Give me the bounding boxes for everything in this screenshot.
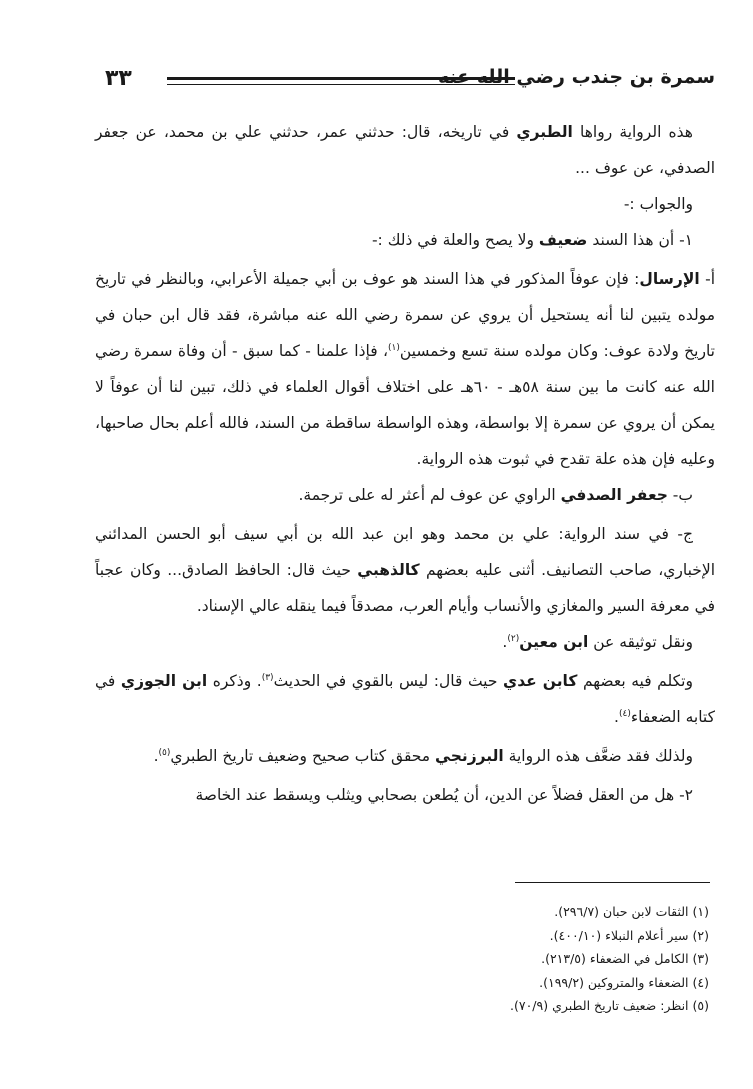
footnote-ref[interactable]: (٤) <box>618 708 631 719</box>
footnote-ref[interactable]: (٣) <box>261 672 274 683</box>
bold-name: جعفر الصدفي <box>560 486 668 504</box>
footnote-3: (٣) الكامل في الضعفاء (٢١٣/٥). <box>541 951 709 966</box>
footnote-5: (٥) انظر: ضعيف تاريخ الطبري (٧٠/٩). <box>510 998 709 1013</box>
bold-name: البرزنجي <box>435 747 504 765</box>
footnote-1: (١) الثقات لابن حبان (٢٩٦/٧). <box>554 904 709 919</box>
bold-name: كالذهبي <box>357 561 420 579</box>
footnote-rule <box>515 882 710 883</box>
bold-name: كابن عدي <box>503 672 578 690</box>
paragraph-8: وتكلم فيه بعضهم كابن عدي حيث قال: ليس بالقوي في الحديث$^{(٣)}$. وذكره ابن الجوزي في كتابه الضعفاء$^{(٤)}$. <box>95 672 715 726</box>
paragraph-6: ج- في سند الرواية: علي بن محمد وهو ابن عبد الله بن أبي سيف أبو الحسن المدائني الإخباري، صاحب التصانيف. أثنى عليه بعضهم كالذهبي حيث قال: الحافظ الصادق... وكان عجباً في معرفة السير والمغازي والأنساب وأيام العرب، مصدقاً فيما ينقله عالي الإسناد. <box>95 525 716 615</box>
footnotes <box>95 900 709 1018</box>
footnote-ref[interactable]: (١) <box>388 342 400 353</box>
footnote-4: (٤) الضعفاء والمتروكين (١٩٩/٢). <box>539 974 709 990</box>
paragraph-7: ونقل توثيقه عن ابن معين$^{(٢)}$. <box>502 633 693 651</box>
bold-term: الإرسال <box>639 270 700 288</box>
paragraph-4: أ- الإرسال: فإن عوفاً المذكور في هذا السند هو عوف بن أبي جميلة الأعرابي، وبالنظر في تاريخ مولده يتبين لنا أنه يستحيل أن يروي عن سمرة رضي الله عنه مباشرة، فقد قال ابن حبان في تاريخ ولادة عوف: وكان مولده سنة تسع وخمسين$^{(١)}$، فإذا علمنا - كما سبق - أن وفاة سمرة رضي الله عنه كانت ما بين سنة ٥٨هـ - ٦٠هـ على اختلاف أقوال العلماء في ذلك، تبين لنا أن عوفاً لا يمكن أن يروي عن سمرة إلا بواسطة، وهذه الواسطة ساقطة من السند، فالله أعلم بحال صاحبها، وعليه فإن هذه علة تقدح في ثبوت هذه الرواية. <box>95 270 716 468</box>
footnote-ref[interactable]: (٢) <box>507 633 520 644</box>
page-header <box>95 66 715 96</box>
bold-name: ابن معين <box>519 633 589 651</box>
body-text <box>95 114 715 813</box>
paragraph-10: ٢- هل من العقل فضلاً عن الدين، أن يُطعن بصحابي ويثلب ويسقط عند الخاصة <box>195 786 693 804</box>
footnote-2: (٢) سير أعلام النبلاء (٤٠٠/١٠). <box>549 927 709 943</box>
bold-term: ضعيف <box>538 231 588 249</box>
paragraph-5: ب- جعفر الصدفي الراوي عن عوف لم أعثر له على ترجمة. <box>298 486 693 504</box>
bold-name: الطبري <box>516 123 573 141</box>
paragraph-3: ١- أن هذا السند ضعيف ولا يصح والعلة في ذلك :- <box>371 231 693 249</box>
footnote-ref[interactable]: (٥) <box>158 747 171 758</box>
bold-name: ابن الجوزي <box>120 672 208 690</box>
paragraph-9: ولذلك فقد ضعَّف هذه الرواية البرزنجي محقق كتاب صحيح وضعيف تاريخ الطبري$^{(٥)}$. <box>153 747 693 765</box>
running-head: سمرة بن جندب رضي الله عنه <box>438 66 715 88</box>
paragraph-1: هذه الرواية رواها الطبري في تاريخه، قال: حدثني عمر، حدثني علي بن محمد، عن جعفر الصدفي، عن عوف ... <box>95 123 715 177</box>
page-number: ٣٣ <box>105 66 132 91</box>
paragraph-2: والجواب :- <box>623 195 693 213</box>
